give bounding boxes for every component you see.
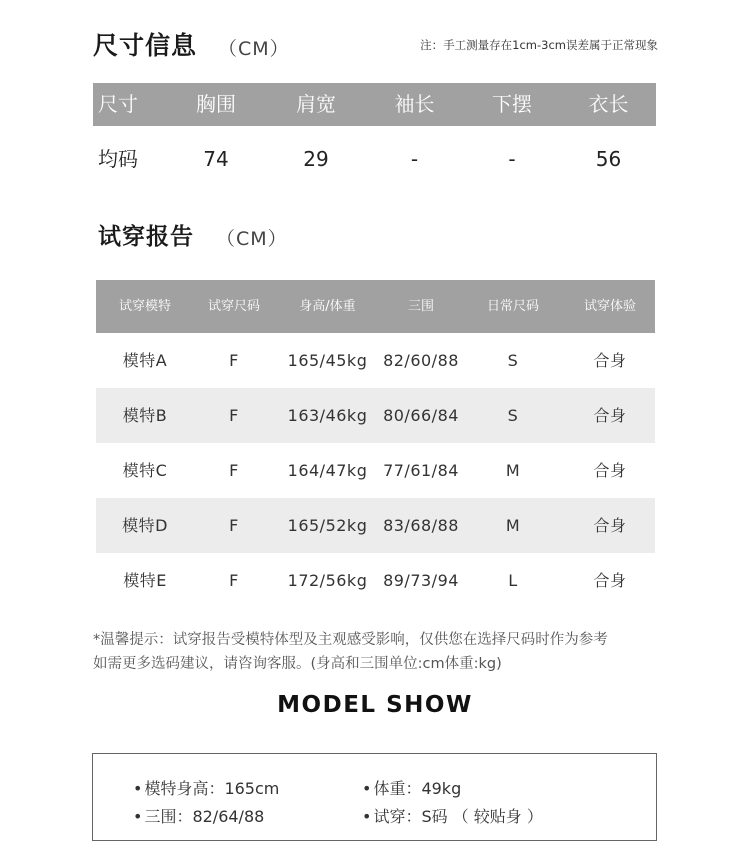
model-height-item [133,776,279,799]
fit-table-row [96,553,655,608]
size-info-title: 尺寸信息 [93,31,198,60]
size-header-cell: 袖长 [394,92,435,116]
model-height: 模特身高：165cm [144,779,280,798]
fit-table-row [96,333,655,388]
fit-tip-line-1: *温馨提示：试穿报告受模特体型及主观感受影响，仅供您在选择尺码时作为参考 [93,632,608,648]
fit-cell: M [505,516,521,535]
fit-table-row [96,443,655,498]
fit-cell: F [229,461,239,480]
fit-cell: 165/52kg [287,516,368,535]
fit-header-cell: 试穿尺码 [207,299,260,314]
bullet-icon: • [133,807,143,826]
size-table-header [93,83,656,126]
model-info-box [92,753,657,841]
fit-cell: M [505,461,521,480]
fit-report-title: 试穿报告 [98,224,194,250]
fit-tip [93,628,663,676]
fit-cell: 83/68/88 [383,516,459,535]
fit-report-unit: （CM） [216,228,288,250]
fit-cell: 合身 [593,461,627,480]
fit-table-row [96,498,655,553]
size-header-cell: 肩宽 [296,92,336,116]
model-tried-size-item [362,804,543,827]
size-cell: 29 [303,147,329,171]
measurement-note: 注：手工测量存在1cm-3cm误差属于正常现象 [420,38,658,52]
size-info-unit: （CM） [218,38,290,60]
fit-tip-line-2: 如需更多选码建议，请咨询客服。(身高和三围单位:cm体重:kg) [93,656,502,672]
fit-cell: 合身 [593,571,627,590]
fit-table-row [96,388,655,443]
fit-cell: F [229,516,239,535]
fit-report-table [96,280,655,608]
fit-cell: 模特E [123,571,167,590]
bullet-icon: • [362,779,372,798]
model-weight-item [362,776,461,799]
fit-cell: 模特D [122,516,168,535]
model-measurements-item [133,804,264,827]
fit-cell: F [229,351,239,370]
size-header-cell: 尺寸 [98,92,138,116]
size-header-cell: 胸围 [196,92,236,116]
size-cell: - [508,147,516,171]
fit-header-cell: 试穿体验 [583,299,636,314]
fit-cell: 模特C [122,461,168,480]
size-cell: 74 [203,147,229,171]
fit-header-cell: 日常尺码 [486,299,539,314]
fit-cell: 合身 [593,351,627,370]
fit-cell: F [229,406,239,425]
fit-cell: S [507,351,519,370]
fit-header-cell: 三围 [407,299,434,314]
fit-cell: 82/60/88 [383,351,459,370]
fit-cell: F [229,571,239,590]
model-measurements: 三围：82/64/88 [144,807,265,826]
fit-header-cell: 试穿模特 [118,299,171,314]
size-cell: 56 [595,147,622,171]
fit-cell: 80/66/84 [383,406,459,425]
fit-cell: 合身 [593,516,627,535]
fit-cell: 164/47kg [287,461,368,480]
fit-cell: 模特B [122,406,168,425]
size-table-row [93,126,656,193]
bullet-icon: • [362,807,372,826]
model-tried-size: 试穿：S码 （ 较贴身 ） [373,807,543,826]
fit-cell: 模特A [122,351,168,370]
fit-cell: S [507,406,519,425]
fit-cell: 172/56kg [287,571,368,590]
model-show-title: MODEL SHOW [277,692,473,718]
fit-cell: 165/45kg [287,351,368,370]
fit-header-cell: 身高/体重 [299,299,356,314]
size-header-cell: 下摆 [492,92,532,116]
size-cell: 均码 [98,147,138,171]
model-weight: 体重：49kg [373,779,462,798]
size-cell: - [410,147,419,171]
fit-cell: 89/73/94 [383,571,459,590]
fit-cell: 77/61/84 [383,461,459,480]
fit-cell: 合身 [593,406,627,425]
bullet-icon: • [133,779,143,798]
fit-table-header [96,280,655,333]
fit-cell: L [508,571,518,590]
size-table [93,83,656,193]
fit-cell: 163/46kg [287,406,368,425]
size-header-cell: 衣长 [588,92,629,116]
